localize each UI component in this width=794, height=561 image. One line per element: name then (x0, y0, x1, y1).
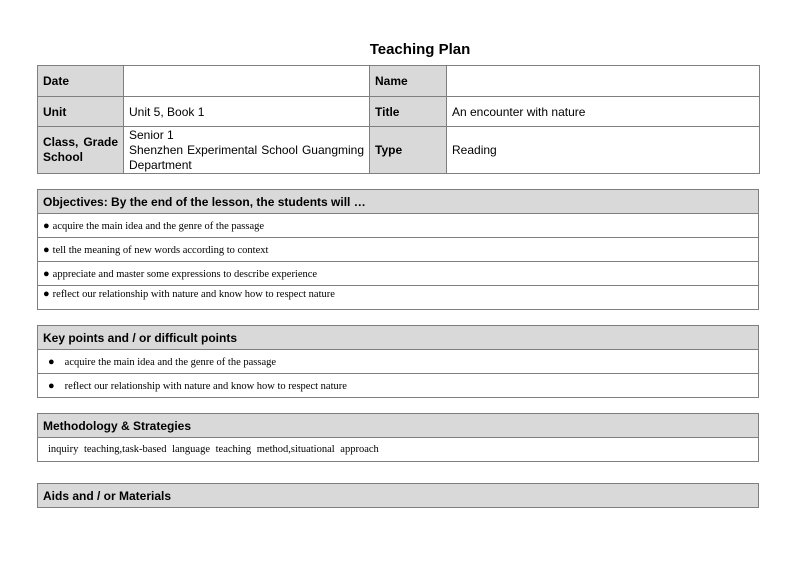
page-title: Teaching Plan (369, 41, 471, 58)
title-value: An encounter with nature (447, 97, 760, 127)
list-item: ● acquire the main idea and the genre of the passage (38, 350, 759, 374)
bullet-icon: ● (48, 379, 55, 392)
name-value[interactable] (447, 66, 760, 97)
bullet-icon: ● (43, 243, 50, 256)
methodology-table (37, 413, 759, 462)
key-points-header: Key points and / or difficult points (38, 326, 759, 350)
date-value[interactable] (124, 66, 370, 97)
list-item: ● acquire the main idea and the genre of the passage (38, 214, 759, 238)
bullet-icon: ● (43, 219, 50, 232)
list-item: ● appreciate and master some expressions to describe experience (38, 262, 759, 286)
type-label: Type (370, 127, 447, 174)
key-points-table (37, 325, 759, 398)
bullet-icon: ● (43, 288, 50, 300)
unit-label: Unit (38, 97, 124, 127)
aids-table (37, 483, 759, 508)
class-value (124, 127, 370, 174)
bullet-icon: ● (48, 355, 55, 368)
list-item: ● reflect our relationship with nature and know how to respect nature (38, 374, 759, 398)
methodology-header: Methodology & Strategies (38, 414, 759, 438)
list-item: ● tell the meaning of new words according to context (38, 238, 759, 262)
objectives-table (37, 189, 759, 310)
methodology-text: inquiry teaching,task-based language teaching method,situational approach (38, 438, 759, 462)
aids-header: Aids and / or Materials (38, 484, 759, 508)
title-label: Title (370, 97, 447, 127)
objectives-header: Objectives: By the end of the lesson, the students will … (38, 190, 759, 214)
list-item: ● reflect our relationship with nature and know how to respect nature (38, 286, 759, 310)
school-name: Shenzhen Experimental School Guangming Department (129, 142, 364, 172)
class-label: Class, Grade School (38, 127, 124, 174)
date-label: Date (38, 66, 124, 97)
bullet-icon: ● (43, 267, 50, 280)
name-label: Name (370, 66, 447, 97)
unit-value: Unit 5, Book 1 (124, 97, 370, 127)
class-grade: Senior 1 (129, 127, 174, 142)
info-table (37, 65, 760, 174)
type-value: Reading (447, 127, 760, 174)
